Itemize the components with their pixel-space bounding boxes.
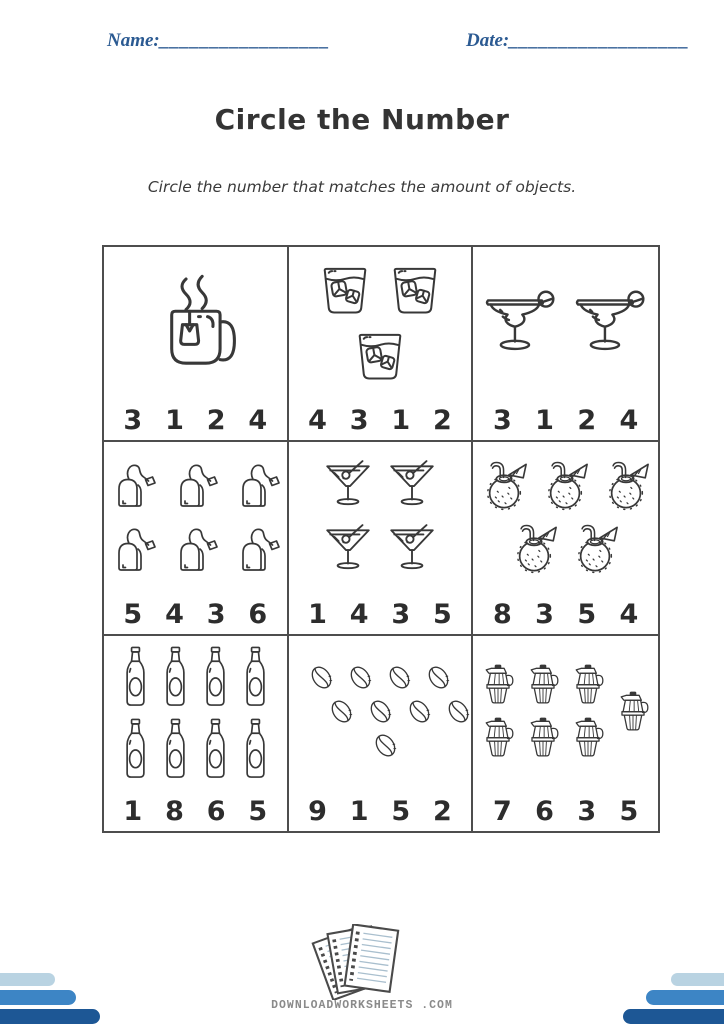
number-option[interactable]: 5 — [433, 599, 452, 631]
objects-area — [473, 442, 658, 589]
tea-bag-icon — [170, 456, 220, 514]
number-options — [473, 785, 658, 831]
number-option[interactable]: 1 — [391, 404, 411, 436]
margarita-glass-icon — [484, 284, 558, 360]
instructions-text: Circle the number that matches the amount of objects. — [147, 178, 577, 196]
number-option[interactable]: 6 — [248, 599, 268, 631]
objects-area — [104, 636, 287, 785]
number-options — [473, 394, 658, 440]
number-option[interactable]: 3 — [206, 599, 226, 631]
number-option[interactable]: 2 — [433, 404, 452, 436]
grid-cell-2 — [289, 247, 474, 442]
moka-pot-icon — [614, 689, 652, 737]
coconut-drink-icon — [542, 458, 590, 513]
worksheet-grid — [102, 245, 660, 833]
coffee-bean-icon — [421, 659, 456, 696]
corner-bar-light — [0, 973, 55, 986]
number-options — [289, 588, 472, 634]
martini-glass-icon — [322, 521, 374, 577]
objects-area — [473, 636, 658, 785]
whiskey-glass-icon — [316, 261, 374, 317]
bottle-icon — [163, 717, 188, 781]
bottle-icon — [203, 645, 228, 709]
margarita-glass-icon — [574, 284, 648, 360]
page-title: Circle the Number — [214, 103, 510, 136]
number-options — [104, 588, 287, 634]
coconut-drink-icon — [481, 458, 529, 513]
grid-cell-6 — [473, 442, 658, 637]
coffee-bean-icon — [304, 659, 339, 696]
coffee-bean-icon — [363, 693, 398, 730]
name-field — [107, 30, 330, 52]
number-option[interactable]: 5 — [619, 796, 639, 827]
moka-pot-icon — [569, 715, 607, 763]
number-option[interactable]: 4 — [349, 599, 369, 631]
bottle-icon — [123, 645, 148, 709]
tea-bag-icon — [170, 520, 220, 578]
website-text: DOWNLOADWORKSHEETS .COM — [271, 999, 453, 1012]
tea-bag-icon — [232, 456, 282, 514]
number-option[interactable]: 4 — [248, 404, 268, 436]
number-options — [104, 394, 287, 440]
objects-area — [289, 247, 472, 394]
grid-cell-9 — [473, 636, 658, 831]
number-option[interactable]: 7 — [493, 796, 512, 827]
number-option[interactable]: 3 — [349, 404, 369, 436]
objects-area — [473, 247, 658, 394]
date-label: Date: — [466, 30, 510, 51]
coffee-bean-icon — [402, 693, 437, 730]
number-option[interactable]: 5 — [123, 599, 143, 631]
number-option[interactable]: 3 — [577, 796, 597, 827]
name-label: Name: — [107, 30, 160, 51]
grid-cell-3 — [473, 247, 658, 442]
coffee-bean-icon — [441, 693, 473, 730]
grid-cell-7 — [104, 636, 289, 831]
martini-glass-icon — [386, 457, 438, 513]
number-option[interactable]: 8 — [493, 599, 512, 631]
moka-pot-icon — [479, 662, 517, 710]
coffee-bean-icon — [324, 693, 359, 730]
date-blank-line: __________________ — [509, 30, 690, 51]
coffee-bean-icon — [382, 659, 417, 696]
number-options — [473, 588, 658, 634]
number-option[interactable]: 1 — [349, 796, 369, 827]
tea-bag-icon — [108, 456, 158, 514]
corner-bar-light — [671, 973, 724, 986]
martini-glass-icon — [322, 457, 374, 513]
number-option[interactable]: 5 — [248, 796, 268, 827]
number-option[interactable]: 3 — [391, 599, 411, 631]
moka-pot-icon — [524, 662, 562, 710]
number-option[interactable]: 8 — [165, 796, 184, 827]
number-option[interactable]: 1 — [535, 404, 554, 436]
name-blank-line: _________________ — [159, 30, 330, 51]
moka-pot-icon — [524, 715, 562, 763]
tea-bag-icon — [232, 520, 282, 578]
number-option[interactable]: 1 — [165, 404, 184, 436]
bottle-icon — [243, 645, 268, 709]
number-option[interactable]: 4 — [619, 599, 639, 631]
objects-area — [104, 442, 287, 589]
number-option[interactable]: 9 — [308, 796, 327, 827]
whiskey-glass-icon — [351, 327, 409, 383]
number-option[interactable]: 4 — [165, 599, 184, 631]
number-options — [289, 394, 472, 440]
corner-bar-medium — [0, 990, 76, 1005]
number-option[interactable]: 2 — [433, 796, 452, 827]
tea-mug-icon — [152, 267, 238, 377]
number-option[interactable]: 2 — [577, 404, 597, 436]
paper-stack-icon — [303, 924, 421, 1000]
number-options — [104, 785, 287, 831]
corner-bar-dark — [0, 1009, 100, 1024]
number-option[interactable]: 2 — [206, 404, 226, 436]
moka-pot-icon — [479, 715, 517, 763]
coffee-bean-icon — [368, 727, 403, 764]
corner-bar-medium — [646, 990, 724, 1005]
whiskey-glass-icon — [386, 261, 444, 317]
grid-cell-1 — [104, 247, 289, 442]
grid-cell-4 — [104, 442, 289, 637]
bottle-icon — [163, 645, 188, 709]
number-option[interactable]: 4 — [308, 404, 327, 436]
bottle-icon — [243, 717, 268, 781]
martini-glass-icon — [386, 521, 438, 577]
objects-area — [289, 442, 472, 589]
objects-area — [104, 247, 287, 394]
coconut-drink-icon — [572, 521, 620, 576]
moka-pot-icon — [569, 662, 607, 710]
number-options — [289, 785, 472, 831]
grid-cell-5 — [289, 442, 474, 637]
bottle-icon — [123, 717, 148, 781]
objects-area — [289, 636, 472, 785]
corner-bar-dark — [623, 1009, 724, 1024]
number-option[interactable]: 3 — [493, 404, 512, 436]
coffee-bean-icon — [343, 659, 378, 696]
number-option[interactable]: 6 — [535, 796, 554, 827]
tea-bag-icon — [108, 520, 158, 578]
coconut-drink-icon — [511, 521, 559, 576]
number-option[interactable]: 3 — [123, 404, 143, 436]
date-field — [466, 30, 689, 52]
bottle-icon — [203, 717, 228, 781]
number-option[interactable]: 1 — [123, 796, 143, 827]
number-option[interactable]: 1 — [308, 599, 327, 631]
number-option[interactable]: 3 — [535, 599, 554, 631]
coconut-drink-icon — [603, 458, 651, 513]
number-option[interactable]: 6 — [206, 796, 226, 827]
number-option[interactable]: 4 — [619, 404, 639, 436]
number-option[interactable]: 5 — [577, 599, 597, 631]
number-option[interactable]: 5 — [391, 796, 411, 827]
grid-cell-8 — [289, 636, 474, 831]
